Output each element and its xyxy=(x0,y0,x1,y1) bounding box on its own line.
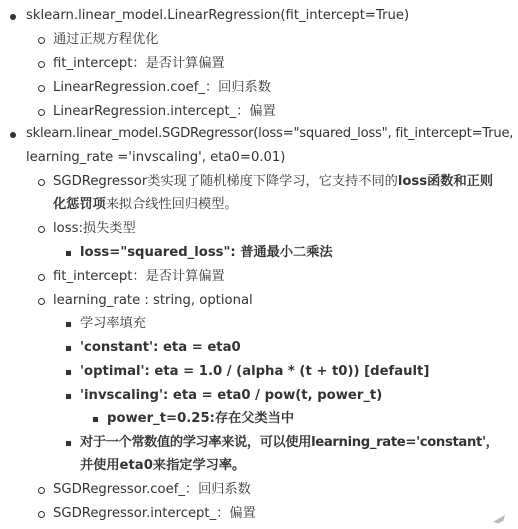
list-item-squared-loss: loss="squared_loss": 普通最小二乘法 xyxy=(80,245,333,260)
list-item-fit-intercept: fit_intercept：是否计算偏置 xyxy=(53,56,225,71)
list-item-sgd-description-cont xyxy=(53,196,238,214)
list-item-sgd-description xyxy=(53,173,493,191)
text-span-bold: loss函数和正则 xyxy=(397,174,494,189)
list-item-sgd-regressor: sklearn.linear_model.SGDRegressor(loss="squared_loss", fit_intercept=True, xyxy=(26,126,514,141)
bullet-circle xyxy=(38,511,45,518)
list-item-linear-regression: sklearn.linear_model.LinearRegression(fit_intercept=True) xyxy=(26,8,410,23)
cursor-mark-icon xyxy=(493,515,509,529)
list-item-lr-constant: 'constant': eta = eta0 xyxy=(80,340,241,355)
text-span: SGDRegressor类实现了随机梯度下降学习，它支持不同的 xyxy=(53,174,398,189)
list-item-sgd-intercept: SGDRegressor.intercept_：偏置 xyxy=(53,506,256,521)
bullet-circle xyxy=(38,179,45,186)
list-item-sgd-coef: SGDRegressor.coef_：回归系数 xyxy=(53,482,251,497)
list-item-loss: loss:损失类型 xyxy=(53,221,136,236)
list-item-lr-fill: 学习率填充 xyxy=(80,316,146,331)
bullet-square xyxy=(66,322,71,327)
bullet-circle xyxy=(38,109,45,116)
bullet-square xyxy=(66,370,71,375)
list-item-lr-optimal: 'optimal': eta = 1.0 / (alpha * (t + t0)) [default] xyxy=(80,364,430,379)
list-item-sgd-regressor-cont: learning_rate ='invscaling', eta0=0.01) xyxy=(26,150,286,165)
list-item-lr-note: 对于一个常数值的学习率来说，可以使用learning_rate='constant'， xyxy=(80,435,499,450)
list-item-normal-equation: 通过正规方程优化 xyxy=(53,32,159,47)
list-item-fit-intercept-2: fit_intercept：是否计算偏置 xyxy=(53,269,225,284)
bullet-circle xyxy=(38,226,45,233)
bullet-square xyxy=(66,394,71,399)
bullet-square xyxy=(66,346,71,351)
text-span-bold: 化惩罚项 xyxy=(53,197,106,212)
bullet-circle xyxy=(38,274,45,281)
text-span: 来拟合线性回归模型。 xyxy=(105,197,238,212)
bullet-circle xyxy=(38,61,45,68)
list-item-coef: LinearRegression.coef_：回归系数 xyxy=(53,80,271,95)
bullet-circle xyxy=(38,37,45,44)
bullet-disc xyxy=(10,132,16,138)
bullet-disc xyxy=(10,14,16,20)
bullet-square xyxy=(66,251,71,256)
list-item-lr-invscaling: 'invscaling': eta = eta0 / pow(t, power_t) xyxy=(80,388,383,403)
list-item-power-t: power_t=0.25:存在父类当中 xyxy=(107,411,295,426)
list-item-lr-note-cont: 并使用eta0来指定学习率。 xyxy=(80,458,246,473)
list-item-intercept: LinearRegression.intercept_：偏置 xyxy=(53,104,276,119)
list-item-learning-rate: learning_rate : string, optional xyxy=(53,293,253,308)
bullet-circle xyxy=(38,298,45,305)
bullet-square xyxy=(66,441,71,446)
bullet-circle xyxy=(38,487,45,494)
bullet-circle xyxy=(38,85,45,92)
bullet-square xyxy=(93,417,98,422)
